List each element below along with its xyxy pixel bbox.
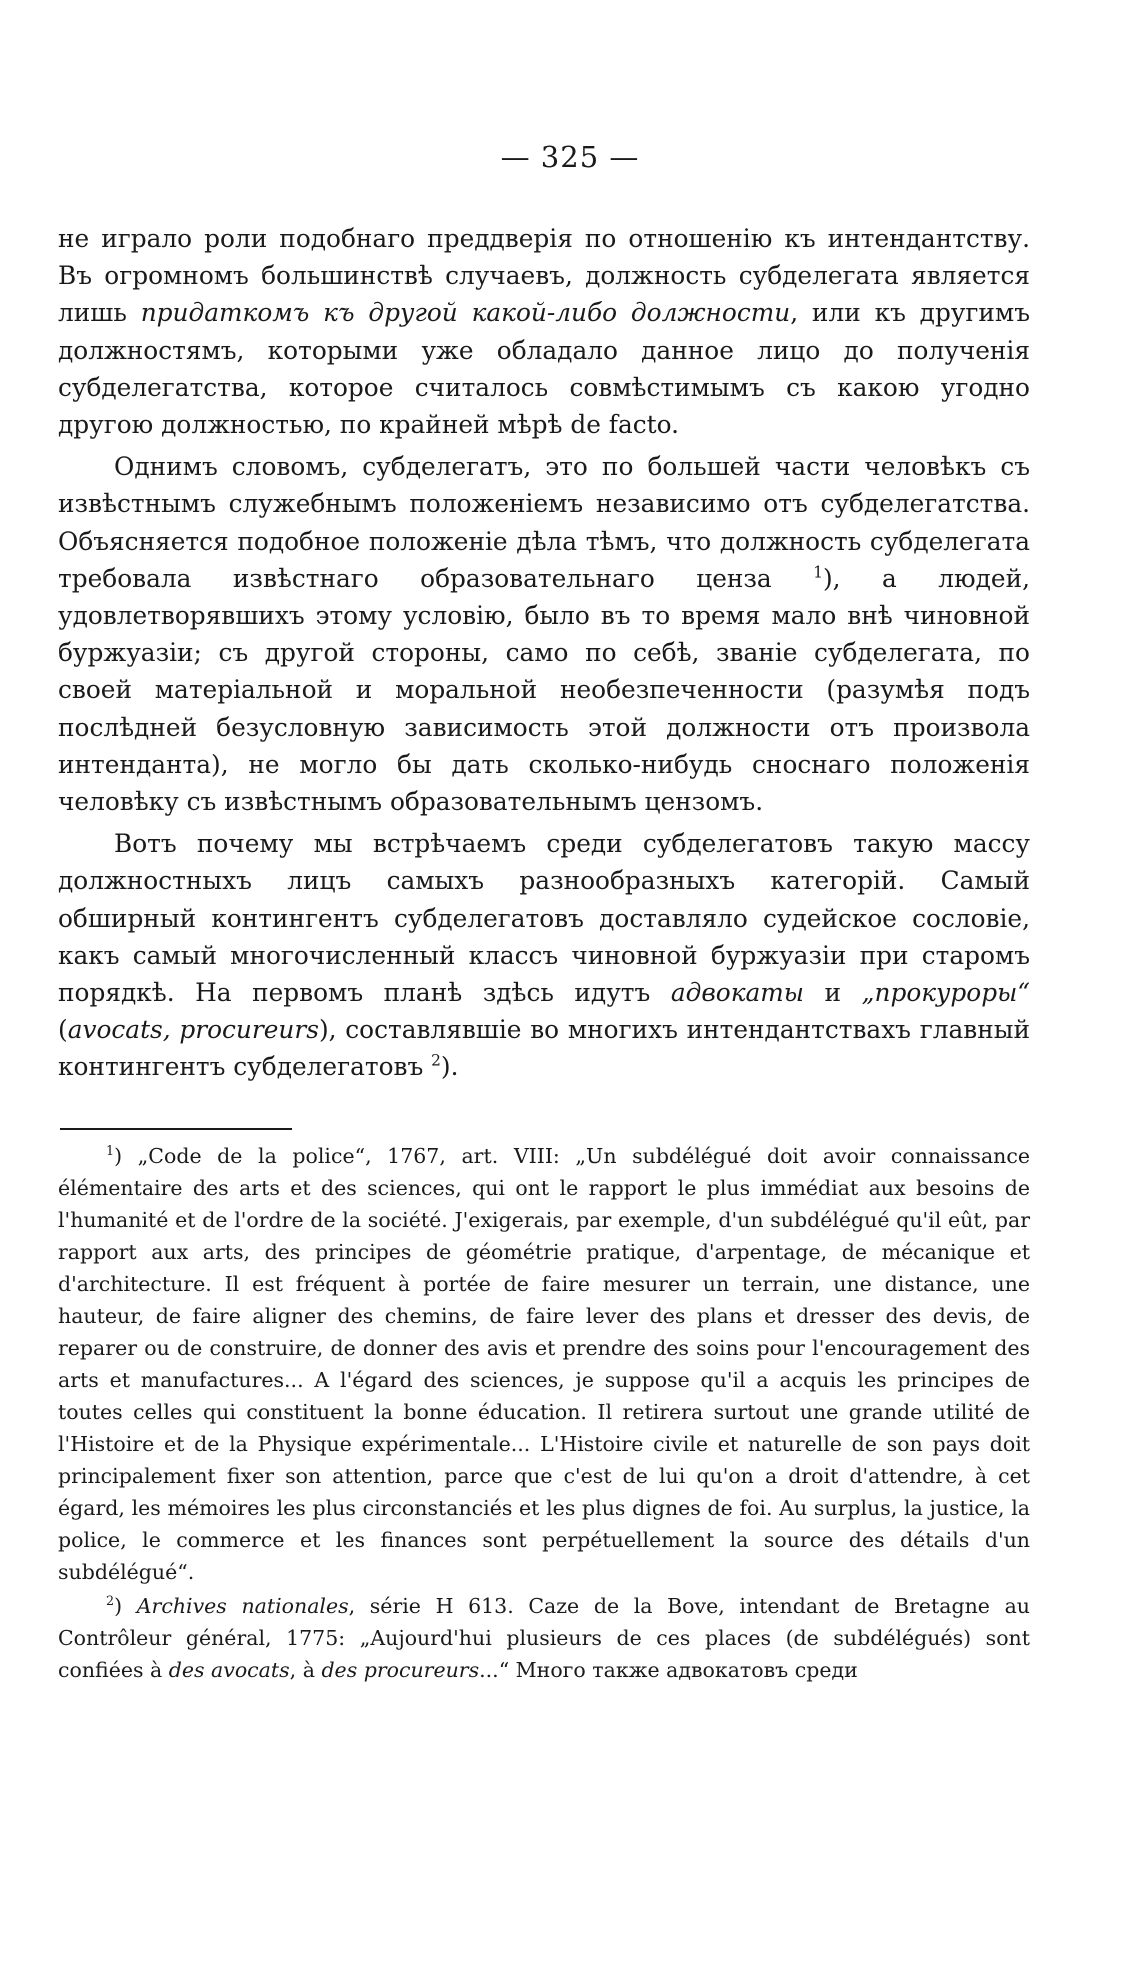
paragraph-2: Однимъ словомъ, субделегатъ, это по большей части человѣкъ съ извѣстнымъ служебнымъ положеніемъ независимо отъ субделегатства. Объясняется подобное положеніе дѣла тѣмъ, что должность субделегата требовала извѣстнаго образовательнаго ценза $^1$), а людей, удовлетворявшихъ этому условію, было въ то время мало внѣ чиновной буржуазіи; съ другой стороны, само по себѣ, званіе субделегата, по своей матеріальной и моральной необезпеченности (разумѣя подъ послѣдней безусловную зависимость этой должности отъ произвола интенданта), не могло бы дать сколько-нибудь сноснаго положенія человѣку съ извѣстнымъ образовательнымъ цензомъ. [58,452,1030,817]
footnote-1: $^1$) „Code de la police“, 1767, art. VIII: „Un subdélégué doit avoir connaissance élémentaire des arts et des sciences, qui ont le rapport le plus immédiat aux besoins de l'humanité et de l'ordre de la société. J'exigerais, par exemple, d'un subdélégué qu'il eût, par rapport aux arts, des principes de géométrie pratique, d'arpentage, de mécanique et d'architecture. Il est fréquent à portée de faire mesurer un terrain, une distance, une hauteur, de faire aligner des chemins, de faire lever des plans et dresser des devis, de reparer ou de construire, de donner des avis et prendre des soins pour l'encouragement des arts et manufactures... A l'égard des sciences, je suppose qu'il a acquis les principes de toutes celles qui constituent la bonne éducation. Il retirera surtout une grande utilité de l'Histoire et de la Physique expérimentale... L'Histoire civile et naturelle de son pays doit principalement fixer son attention, parce que c'est de lui qu'on a droit d'attendre, à cet égard, les mémoires les plus circonstanciés et les plus dignes de foi. Au surplus, la justice, la police, le commerce et les finances sont perpétuellement la source des détails d'un subdélégué“. [58,1143,1030,1584]
paragraph-3: Вотъ почему мы встрѣчаемъ среди субделегатовъ такую массу должностныхъ лицъ самыхъ разнообразныхъ категорій. Самый обширный контингентъ субделегатовъ доставляло судейское сословіе, какъ самый многочисленный классъ чиновной буржуазіи при старомъ порядкѣ. На первомъ планѣ здѣсь идутъ адвокаты и „прокуроры“ (avocats, procureurs), составлявшіе во многихъ интендантствахъ главный контингентъ субделегатовъ $^2$). [58,829,1030,1082]
footnote-ref-1: 1 [813,563,823,582]
paragraph-1: не играло роли подобнаго преддверія по отношенію къ интендантству. Въ огромномъ большинствѣ случаевъ, должность субделегата является лишь придаткомъ къ другой какой-либо должности, или къ другимъ должностямъ, которыми уже обладало данное лицо до полученія субделегатства, которое считалось совмѣстимымъ съ какою угодно другою должностью, по крайней мѣрѣ de facto. [58,224,1030,440]
main-text [58,220,1030,1091]
footnotes [58,1140,1030,1688]
footnote-2: $^2$) Archives nationales, série H 613. Caze de la Bove, intendant de Bretagne au Contrôleur général, 1775: „Aujourd'hui plusieurs de ces places (de subdélégués) sont confiées à des avocats, à des procureurs...“ Много также адвокатовъ среди [58,1593,1031,1682]
footnote-marker: 2 [106,1593,115,1609]
emphasis: avocats, procureurs [67,1015,319,1045]
emphasis: адвокаты [670,978,804,1008]
page-number: — 325 — [500,140,640,174]
emphasis: „прокуроры“ [861,978,1030,1008]
footnote-divider [60,1128,292,1130]
emphasis: придаткомъ къ другой какой-либо должности [140,298,791,328]
footnote-marker: 1 [106,1143,115,1159]
footnote-ref-2: 2 [431,1052,441,1071]
